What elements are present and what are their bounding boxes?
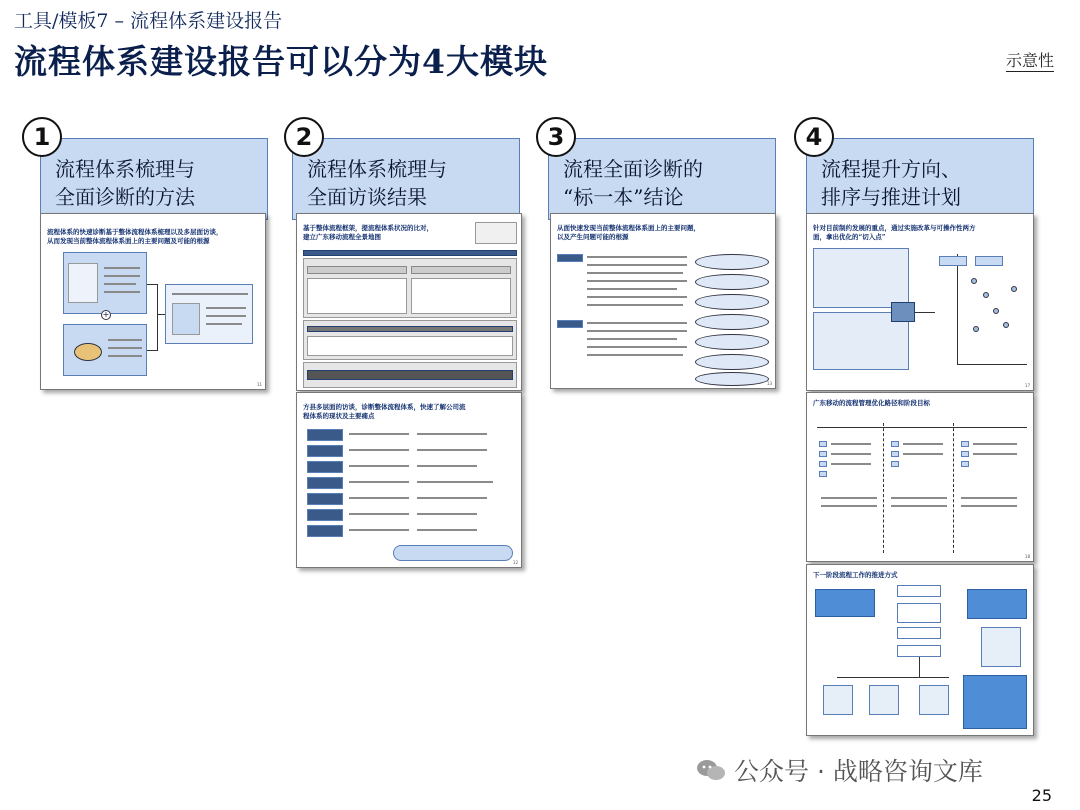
watermark	[696, 752, 983, 788]
thumbnail-slide-1: 流程体系的快速诊断基于整体流程体系梳理以及多层面访谈， 从而发现当前整体流程体系面上的主要问题及可能的根源 + 11	[40, 213, 266, 390]
slide-title-2b: 方县多层面的访谈，诊断整体流程体系，快速了解公司流 程体系的现状及主要痛点	[303, 403, 466, 420]
illustrative-tag: 示意性	[1006, 48, 1054, 72]
module-header-4	[806, 138, 1034, 220]
slide-title-2a: 基于整体流程框架，提流程体系状况的比对， 建立广东移动流程全景地图	[303, 224, 433, 241]
module-label-3: 流程全面诊断的 “标一本”结论	[563, 157, 703, 209]
thumbnail-slide-4c	[806, 564, 1034, 736]
module-number-1: 1	[22, 117, 62, 157]
module-header-2	[292, 138, 520, 220]
plus-icon: +	[102, 310, 110, 319]
diagram-box	[165, 284, 253, 344]
thumbnail-slide-3: 从面快速发现当前整体流程体系面上的主要问题， 以及产生问题可能的根源 13	[550, 213, 776, 389]
module-number-2: 2	[284, 117, 324, 157]
module-header-1	[40, 138, 268, 220]
diagram-box	[63, 324, 147, 376]
page-number: 25	[1031, 786, 1052, 805]
thumbnail-slide-4a: 针对目前制约发展的重点，通过实施改革与可操作性两方 面，拿出优化的“切入点” 17	[806, 213, 1034, 391]
section-kicker: 工具/模板7 – 流程体系建设报告	[14, 10, 283, 32]
slide-title-4b: 广东移动的流程管理优化路径和阶段目标	[813, 399, 930, 407]
wechat-icon	[696, 758, 726, 782]
slide-title-4a: 针对目前制约发展的重点，通过实施改革与可操作性两方 面，拿出优化的“切入点”	[813, 224, 976, 241]
module-number-3: 3	[536, 117, 576, 157]
module-label-4: 流程提升方向、 排序与推进计划	[821, 157, 961, 209]
page-title: 流程体系建设报告可以分为4大模块	[14, 42, 548, 81]
module-header-3	[548, 138, 776, 220]
thumbnail-slide-4b: 广东移动的流程管理优化路径和阶段目标 18	[806, 392, 1034, 562]
thumbnail-slide-2a	[296, 213, 522, 391]
slide-title-1: 流程体系的快速诊断基于整体流程体系梳理以及多层面访谈， 从而发现当前整体流程体系面上的主要问题及可能的根源	[47, 228, 223, 245]
slide-title-3: 从面快速发现当前整体流程体系面上的主要问题， 以及产生问题可能的根源	[557, 224, 700, 241]
module-label-2: 流程体系梳理与 全面访谈结果	[307, 157, 447, 209]
diagram-box	[63, 252, 147, 314]
module-label-1: 流程体系梳理与 全面诊断的方法	[55, 157, 195, 209]
watermark-text: 公众号 · 战略咨询文库	[734, 757, 983, 786]
thumbnail-slide-2b: 方县多层面的访谈，诊断整体流程体系，快速了解公司流 程体系的现状及主要痛点 12	[296, 392, 522, 568]
module-number-4: 4	[794, 117, 834, 157]
slide-title-4c: 下一阶段流程工作的推进方式	[813, 571, 898, 579]
